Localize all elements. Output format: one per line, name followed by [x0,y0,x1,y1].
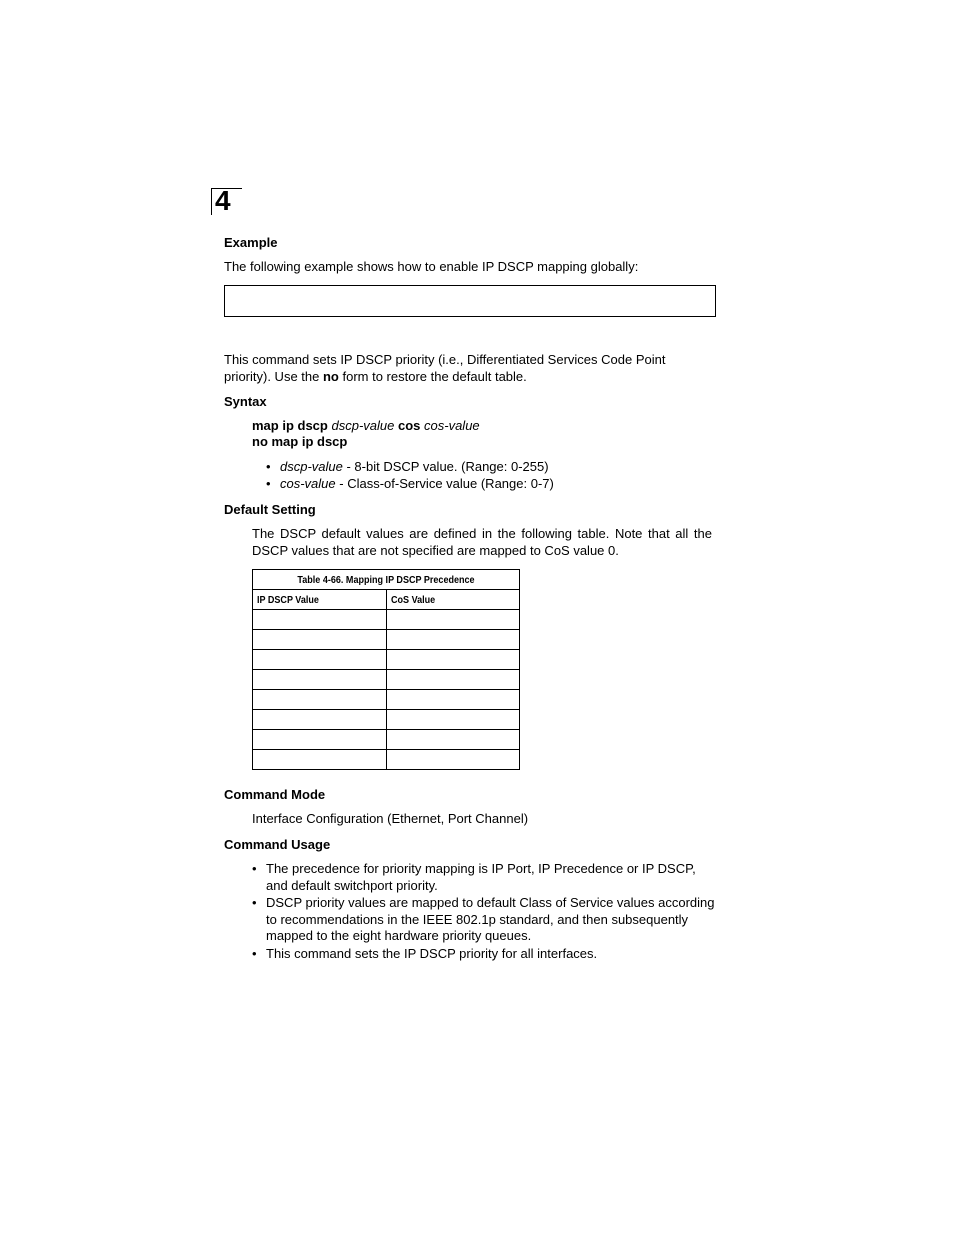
example-code-box [224,285,716,317]
table-row [253,650,520,670]
syntax-command-2: no map ip dscp [252,434,348,449]
command-mode-heading: Command Mode [224,787,326,802]
table-row [253,730,520,750]
command-description [224,352,724,385]
example-heading: Example [224,235,278,250]
table-caption: Table 4-66. Mapping IP DSCP Precedence [297,573,475,586]
table-row [253,630,520,650]
chapter-number: 4 [215,185,231,216]
table-row [253,690,520,710]
default-setting-text: The DSCP default values are defined in the following table. Note that all the DSCP values that are not specified are mapped to CoS value 0. [252,526,712,558]
table-row [253,610,520,630]
chapter-marker [211,185,242,216]
description-line-1: This command sets IP DSCP priority (i.e., Differentiated Services Code Point [224,352,666,367]
table-header-row [253,590,520,610]
syntax-command-1: map ip dscp dscp-value cos cos-value [252,418,480,433]
dscp-mapping-table [252,569,520,770]
column-header-dscp: IP DSCP Value [257,593,319,606]
table-row [253,710,520,730]
table-row [253,670,520,690]
command-usage-heading: Command Usage [224,837,331,852]
table-caption-row [253,570,520,590]
description-line-2: priority). Use the no form to restore the default table. [224,368,527,384]
param-name: dscp-value [280,459,343,474]
column-header-cos: CoS Value [391,593,436,606]
example-text: The following example shows how to enable IP DSCP mapping globally: [224,259,639,274]
param-name: cos-value [280,476,336,491]
syntax-heading: Syntax [224,394,267,409]
no-keyword: no [322,368,339,384]
table-row [253,750,520,770]
command-mode-text: Interface Configuration (Ethernet, Port Channel) [252,811,529,826]
default-setting-heading: Default Setting [224,502,316,517]
